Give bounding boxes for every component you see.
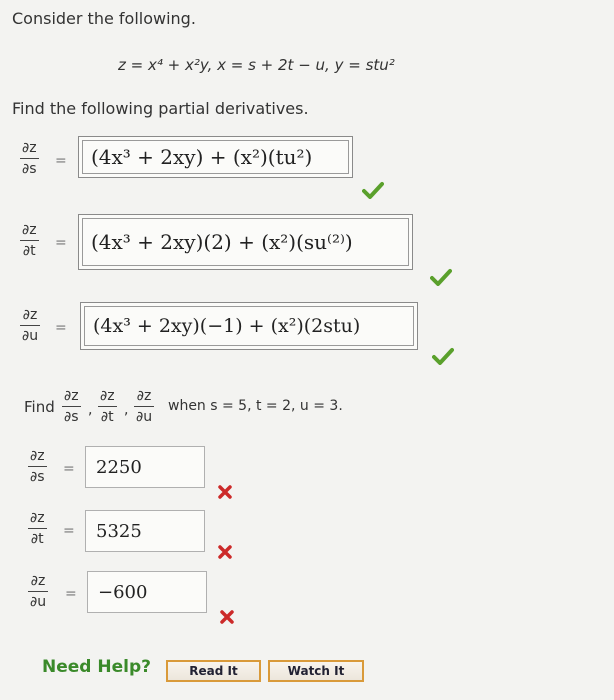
value-field-dz-dt[interactable]: 5325 xyxy=(85,510,205,552)
value-field-dz-du[interactable]: −600 xyxy=(87,571,207,613)
equals-sign: = xyxy=(55,320,67,336)
correct-check-icon xyxy=(362,181,384,199)
answer-field-dz-dt[interactable]: (4x³ + 2xy)(2) + (x²)(su⁽²⁾) xyxy=(78,214,413,270)
find-frac-u: ∂z ∂u xyxy=(136,388,153,425)
equals-sign: = xyxy=(65,586,77,602)
watch-it-button[interactable]: Watch It xyxy=(268,660,364,682)
find-prefix: Find xyxy=(24,398,55,416)
incorrect-x-icon xyxy=(218,545,232,559)
need-help-label: Need Help? xyxy=(42,657,151,677)
find-condition: when s = 5, t = 2, u = 3. xyxy=(168,398,343,414)
find-frac-s: ∂z ∂s xyxy=(64,388,79,425)
answer-field-dz-du[interactable]: (4x³ + 2xy)(−1) + (x²)(2stu) xyxy=(80,302,418,350)
equals-sign: = xyxy=(63,523,75,539)
partial-label-t: ∂z ∂t xyxy=(22,222,37,259)
incorrect-x-icon xyxy=(218,485,232,499)
equals-sign: = xyxy=(55,235,67,251)
equals-sign: = xyxy=(55,153,67,169)
find-partials-text: Find the following partial derivatives. xyxy=(12,99,309,118)
value-field-dz-ds[interactable]: 2250 xyxy=(85,446,205,488)
partial-label-u: ∂z ∂u xyxy=(22,307,39,344)
separator-comma: , xyxy=(88,402,93,418)
value-label-u: ∂z ∂u xyxy=(30,573,47,610)
correct-check-icon xyxy=(430,268,452,286)
intro-text: Consider the following. xyxy=(12,9,196,28)
partial-label-s: ∂z ∂s xyxy=(22,140,37,177)
equals-sign: = xyxy=(63,461,75,477)
equation-text: z = x⁴ + x²y, x = s + 2t − u, y = stu² xyxy=(118,56,395,74)
correct-check-icon xyxy=(432,347,454,365)
value-label-s: ∂z ∂s xyxy=(30,448,45,485)
find-frac-t: ∂z ∂t xyxy=(100,388,115,425)
separator-comma: , xyxy=(124,402,129,418)
incorrect-x-icon xyxy=(220,610,234,624)
answer-field-dz-ds[interactable]: (4x³ + 2xy) + (x²)(tu²) xyxy=(78,136,353,178)
read-it-button[interactable]: Read It xyxy=(166,660,261,682)
value-label-t: ∂z ∂t xyxy=(30,510,45,547)
